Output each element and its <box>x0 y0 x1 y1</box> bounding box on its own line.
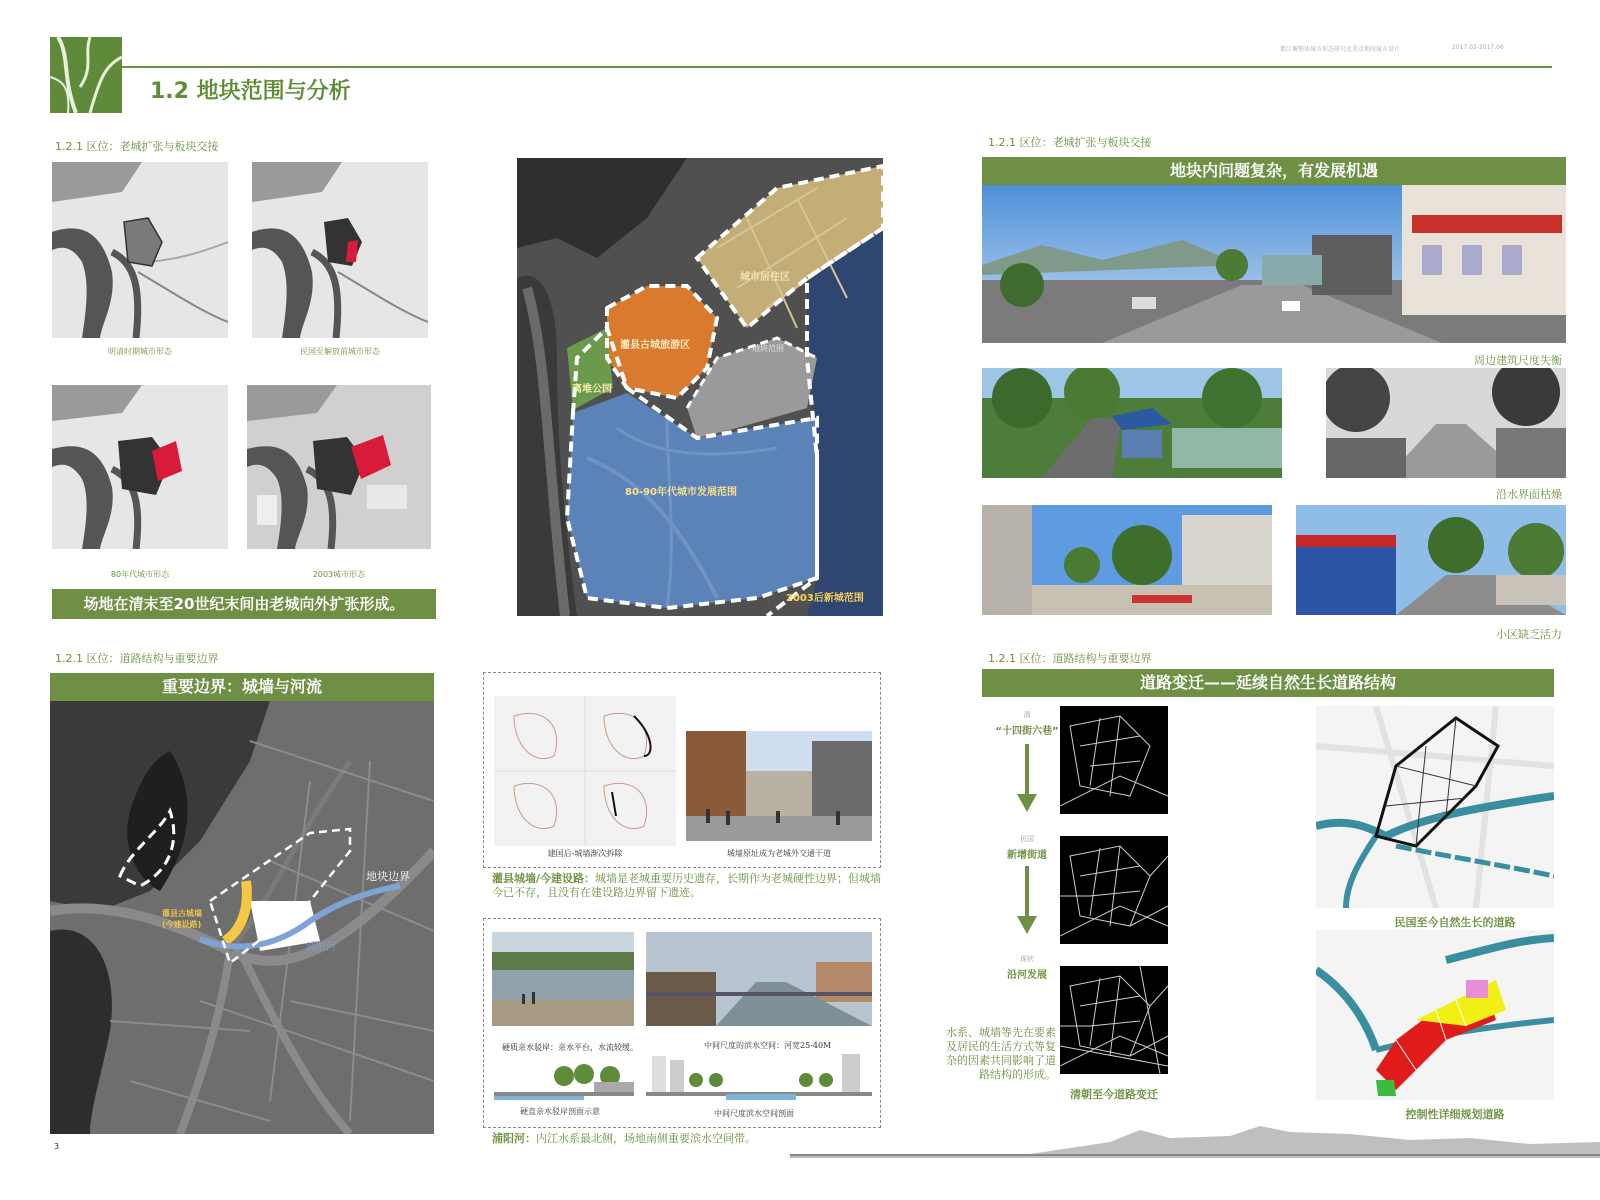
river-logo-icon <box>50 37 122 113</box>
wall-maps-caption: 建国后-城墙渐次拆除 <box>547 849 623 858</box>
city-wall-text <box>492 872 882 900</box>
section-label-tl: 1.2.1 区位：老城扩张与板块交接 <box>55 140 219 153</box>
river-bank-photo-1 <box>492 932 634 1026</box>
summary-bar: 场地在清末至20世纪末间由老城向外扩张形成。 <box>52 589 436 619</box>
river-label-2: 中间尺度的滨水空间：河宽25-40M <box>704 1041 832 1050</box>
boundary-map <box>50 701 434 1134</box>
label-site-range: 地块范围 <box>752 344 784 353</box>
page-title: 1.2 地块范围与分析 <box>150 79 351 104</box>
residential-photo-1 <box>982 505 1272 615</box>
label-city-wall-1: 灌县古城墙 <box>162 909 202 918</box>
label-expansion: 80-90年代城市发展范围 <box>625 487 737 498</box>
stage-2-era: 民国 <box>1020 835 1034 843</box>
history-map-3 <box>52 385 228 549</box>
stage-3-era: 现状 <box>1020 955 1034 963</box>
stage-1-era: 清 <box>1023 711 1031 719</box>
road-note: 水系、城墙等先在要素及居民的生活方式等复杂的因素共同影响了道路结构的形成。 <box>946 1026 1056 1081</box>
stage-1-name: “十四街六巷” <box>995 726 1059 737</box>
river-section-2 <box>646 1050 872 1104</box>
wall-site-street-photo <box>686 731 872 841</box>
stage-2-name: 新增街道 <box>1007 850 1047 861</box>
caption-tr-1: 周边建筑尺度失衡 <box>1474 354 1562 367</box>
project-date: 2017.02-2017.06 <box>1452 44 1504 51</box>
history-map-1 <box>52 162 228 338</box>
label-site-boundary: 地块边界 <box>366 870 410 883</box>
stage-3-name: 沿河发展 <box>1007 970 1047 981</box>
label-river: 浦阳河 <box>306 942 336 953</box>
street-panorama-photo <box>982 185 1566 343</box>
label-residential: 城市居住区 <box>740 272 790 283</box>
label-new-city: 2003后新城范围 <box>786 593 864 604</box>
history-map-4-caption: 2003城市形态 <box>312 570 366 579</box>
history-map-4 <box>247 385 431 549</box>
caption-tr-3: 小区缺乏活力 <box>1496 628 1562 641</box>
river-section-1 <box>494 1058 634 1104</box>
residential-photo-2 <box>1296 505 1566 615</box>
city-wall-text-body: 城墙是老城重要历史遗存，长期作为老城硬性边界；但城墙今已不存，且没有在建设路边界留下遗迹。 <box>492 872 882 899</box>
heading-tr: 地块内问题复杂，有发展机遇 <box>982 157 1566 185</box>
stage-arrow-2 <box>1012 866 1042 936</box>
natural-roads-map <box>1316 706 1554 908</box>
history-map-2 <box>252 162 428 338</box>
section-label-tr: 1.2.1 区位：老城扩张与板块交接 <box>988 136 1152 149</box>
footer-mountain-silhouette <box>790 1118 1600 1158</box>
road-caption-left: 清朝至今道路变迁 <box>1070 1088 1158 1101</box>
section-label-br: 1.2.1 区位：道路结构与重要边界 <box>988 652 1152 665</box>
section-label-bl: 1.2.1 区位：道路结构与重要边界 <box>55 652 219 665</box>
waterfront-photo-2-bw <box>1326 368 1566 478</box>
project-name: 都江堰整体城市形态研究及重点地段城市设计 <box>1280 46 1401 53</box>
river-bank-photo-2 <box>646 932 872 1026</box>
history-map-3-caption: 80年代城市形态 <box>110 570 170 579</box>
river-text-title: 浦阳河： <box>492 1132 536 1145</box>
regulatory-roads-map <box>1316 930 1554 1100</box>
road-map-qing <box>1060 706 1168 814</box>
road-caption-map2: 控制性详细规划道路 <box>1405 1108 1505 1121</box>
header-rule <box>122 66 1552 68</box>
label-park: 离堆公园 <box>572 384 612 395</box>
road-caption-map1: 民国至今自然生长的道路 <box>1394 916 1516 929</box>
river-text-body: 内江水系最北侧，场地南侧重要滨水空间带。 <box>536 1132 756 1145</box>
history-map-1-caption: 明清时期城市形态 <box>108 347 172 356</box>
history-map-2-caption: 民国至解放前城市形态 <box>300 347 380 356</box>
label-ancient-city: 灌县古城旅游区 <box>620 340 690 351</box>
stage-arrow-1 <box>1012 744 1042 814</box>
river-label-1: 硬质亲水驳岸：亲水平台，水流较缓。 <box>502 1043 638 1052</box>
heading-br: 道路变迁——延续自然生长道路结构 <box>982 669 1554 697</box>
heading-bl: 重要边界：城墙与河流 <box>50 673 434 701</box>
wall-demolition-maps <box>494 696 676 846</box>
waterfront-photo-1 <box>982 368 1282 478</box>
river-label-4: 中间尺度滨水空间剖面 <box>714 1109 794 1118</box>
road-map-current <box>1060 966 1168 1074</box>
caption-tr-2: 沿水界面枯燥 <box>1496 488 1562 501</box>
road-map-minguo <box>1060 836 1168 944</box>
city-wall-text-title: 灌县城墙/今建设路： <box>492 872 596 885</box>
page-number: 3 <box>54 1142 60 1151</box>
wall-photo-caption: 城墙原址成为老城外交通干道 <box>727 849 831 858</box>
river-label-3: 硬直亲水驳岸剖面示意 <box>520 1107 600 1116</box>
label-city-wall-2: (今建设路) <box>162 920 202 929</box>
header-logo <box>50 37 122 113</box>
